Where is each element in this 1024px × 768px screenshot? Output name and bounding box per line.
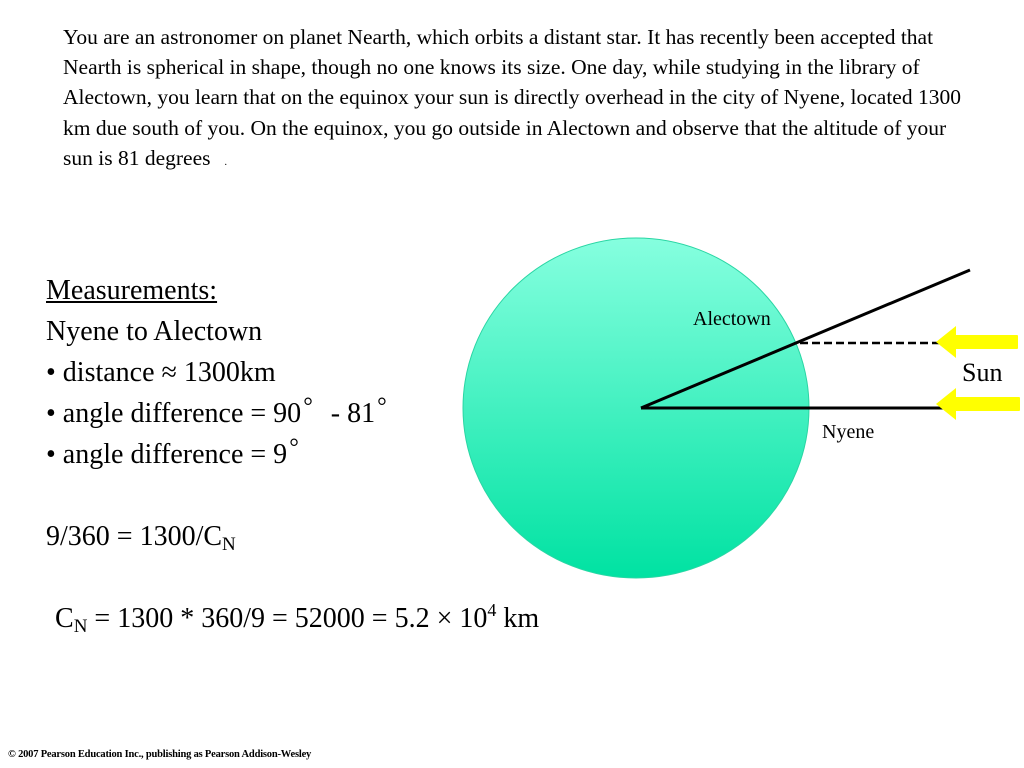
degree-symbol: ° bbox=[303, 394, 313, 420]
result-text: = 1300 * 360/9 = 52000 = 5.2 × 10 bbox=[87, 603, 488, 634]
angle-diff-1-right: - 81 bbox=[330, 398, 376, 429]
result-c: C bbox=[55, 603, 74, 634]
measurements-heading: Measurements: bbox=[46, 275, 218, 306]
alectown-label: Alectown bbox=[693, 308, 771, 330]
route-label: Nyene to Alectown bbox=[46, 316, 263, 347]
nyene-label: Nyene bbox=[822, 421, 875, 443]
degree-symbol: ° bbox=[289, 435, 299, 461]
problem-text: You are an astronomer on planet Nearth, which orbits a distant star. It has recently been accepted that Nearth is spherical in shape, though no one knows its size. One day, while studying in the library of Alectown, you learn that on the equinox your sun is directly overhead in the city of Nyene, located 1300 km due south of you. On the equinox, you go outside in Alectown and observe that the altitude of your sun is 81 degrees bbox=[63, 25, 961, 170]
result-exponent: 4 bbox=[487, 600, 497, 620]
angle-diff-2-text: • angle difference = 9 bbox=[46, 439, 288, 470]
problem-trailing-mark: . bbox=[224, 156, 227, 168]
sun-arrow-lower bbox=[936, 388, 1020, 420]
degree-symbol: ° bbox=[377, 394, 387, 420]
result-subscript: N bbox=[73, 616, 88, 637]
copyright-notice: © 2007 Pearson Education Inc., publishing as Pearson Addison-Wesley bbox=[8, 749, 312, 760]
ratio-subscript: N bbox=[222, 534, 236, 555]
angle-diff-1-left: • angle difference = 90 bbox=[46, 398, 302, 429]
result-unit: km bbox=[496, 603, 540, 634]
sun-label: Sun bbox=[962, 358, 1003, 387]
ratio-text: 9/360 = 1300/C bbox=[46, 521, 223, 552]
distance-line: • distance ≈ 1300km bbox=[46, 357, 276, 388]
sun-arrow-upper bbox=[936, 326, 1018, 358]
